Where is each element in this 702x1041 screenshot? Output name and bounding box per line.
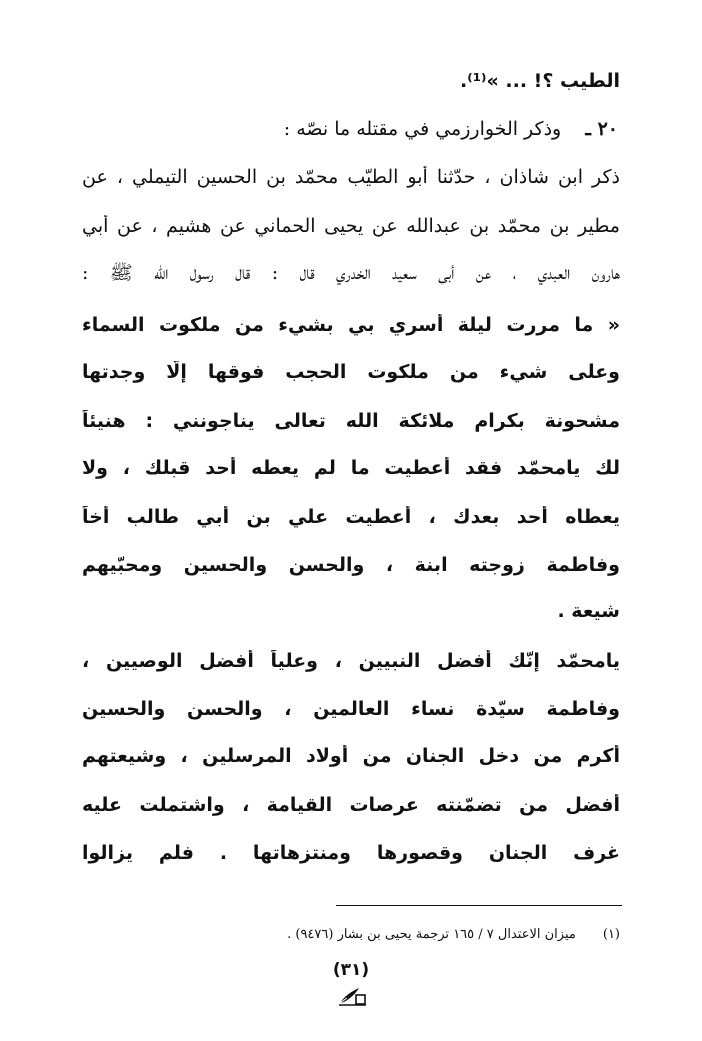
text-line-12: شيعة . — [557, 600, 620, 622]
text-line-8: مشحونة بكرام ملائكة الله تعالى يناجونني : هنيئاً — [82, 410, 620, 432]
text-line-13: يامحمّد إنّك أفضل النبيين ، وعلياً أفضل الوصيين ، — [82, 650, 620, 672]
text-line-16: أفضل من تضمّنته عرصات القيامة ، واشتملت عليه — [82, 794, 620, 816]
text-line-2 — [80, 118, 618, 141]
text-line-17: غرف الجنان وقصورها ومنتزهاتها . فلم يزالوا — [82, 842, 620, 864]
footnote-text: ميزان الاعتدال ٧ / ١٦٥ ترجمة يحيى بن بشار (٩٤٧٦) . — [287, 927, 576, 942]
text-line-15: أكرم من دخل الجنان من أولاد المرسلين ، وشيعتهم — [82, 745, 620, 767]
footnote-number: (١) — [602, 927, 620, 942]
text-line-7: وعلى شيء من ملكوت الحجب فوقها إلّا وجدتها — [82, 361, 620, 383]
text-line-11: وفاطمة زوجته ابنة ، والحسن والحسين ومحبّيهم — [82, 554, 620, 576]
page-number: (٣١) — [332, 960, 370, 980]
quill-pen-icon — [338, 986, 368, 1006]
text-line-1: الطيب ؟! ... »⁽¹⁾. — [460, 70, 620, 92]
text-line-6: « ما مررت ليلة أُسري بي بشيء من ملكوت السماء — [82, 314, 620, 336]
text-line-9: لك يامحمّد فقد أُعطيت ما لم يعطه أحد قبلك ، ولا — [82, 457, 620, 479]
text-line-5: هارون العبدي ، عن أبي سعيد الخدري قال : قال رسول الله ﷺ : — [82, 262, 620, 284]
text-line-3: ذكر ابن شاذان ، حدّثنا أبو الطيّب محمّد بن الحسين التيملي ، عن — [82, 166, 620, 188]
text-line-10: يعطاه أحد بعدك ، أُعطيت علي بن أبي طالب أخاً — [82, 506, 620, 528]
footnote — [82, 927, 620, 942]
text-line-2-content: وذكر الخوارزمي في مقتله ما نصّه : — [283, 118, 562, 140]
footnote-separator — [336, 905, 622, 906]
text-line-4: مطير بن محمّد بن عبدالله عن يحيى الحماني عن هشيم ، عن أبي — [82, 215, 620, 237]
item-number: ٢٠ ـ — [585, 118, 618, 140]
text-line-14: وفاطمة سيّدة نساء العالمين ، والحسن والحسين — [82, 698, 620, 720]
